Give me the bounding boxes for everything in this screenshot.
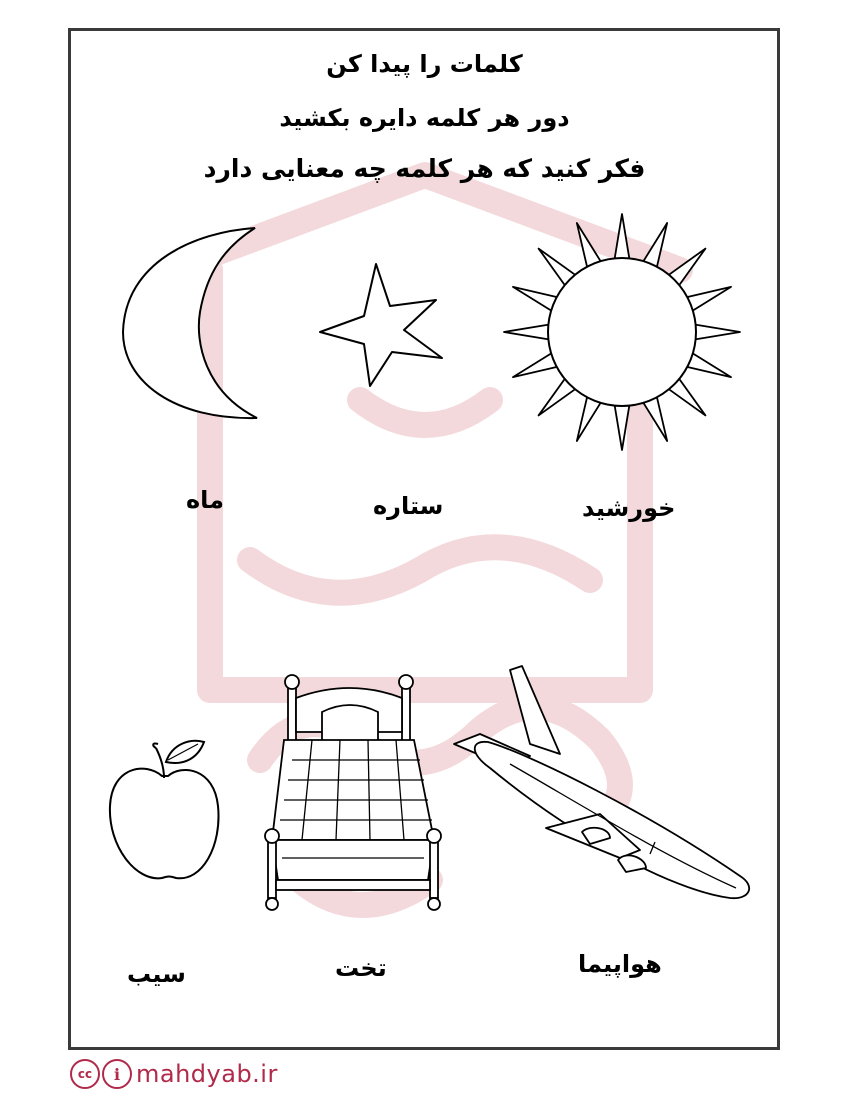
apple-icon	[106, 736, 224, 886]
sun-ray	[504, 324, 552, 340]
crescent-moon-icon	[115, 222, 265, 422]
word-airplane: هواپیما	[578, 950, 662, 978]
attribution-icon: i	[102, 1059, 132, 1089]
sun-ray	[614, 214, 630, 262]
sun-icon	[496, 212, 748, 452]
site-link[interactable]: mahdyab.ir	[136, 1060, 278, 1088]
creative-commons-icon: cc	[70, 1059, 100, 1089]
footer-branding	[70, 1056, 278, 1092]
word-sun: خورشید	[582, 494, 676, 522]
sun-ray	[692, 324, 740, 340]
word-moon: ماه	[186, 486, 225, 514]
sun-ray	[614, 402, 630, 450]
instruction-think-meaning: فکر کنید که هر کلمه چه معنایی دارد	[203, 154, 646, 183]
word-apple: سیب	[127, 960, 186, 988]
star-icon	[318, 262, 446, 390]
word-star: ستاره	[373, 492, 444, 520]
instruction-circle-words: دور هر کلمه دایره بکشید	[279, 104, 570, 132]
airplane-icon	[450, 664, 760, 904]
word-bed: تخت	[335, 954, 387, 982]
bed-icon	[262, 670, 444, 918]
worksheet-title: کلمات را پیدا کن	[326, 50, 523, 78]
